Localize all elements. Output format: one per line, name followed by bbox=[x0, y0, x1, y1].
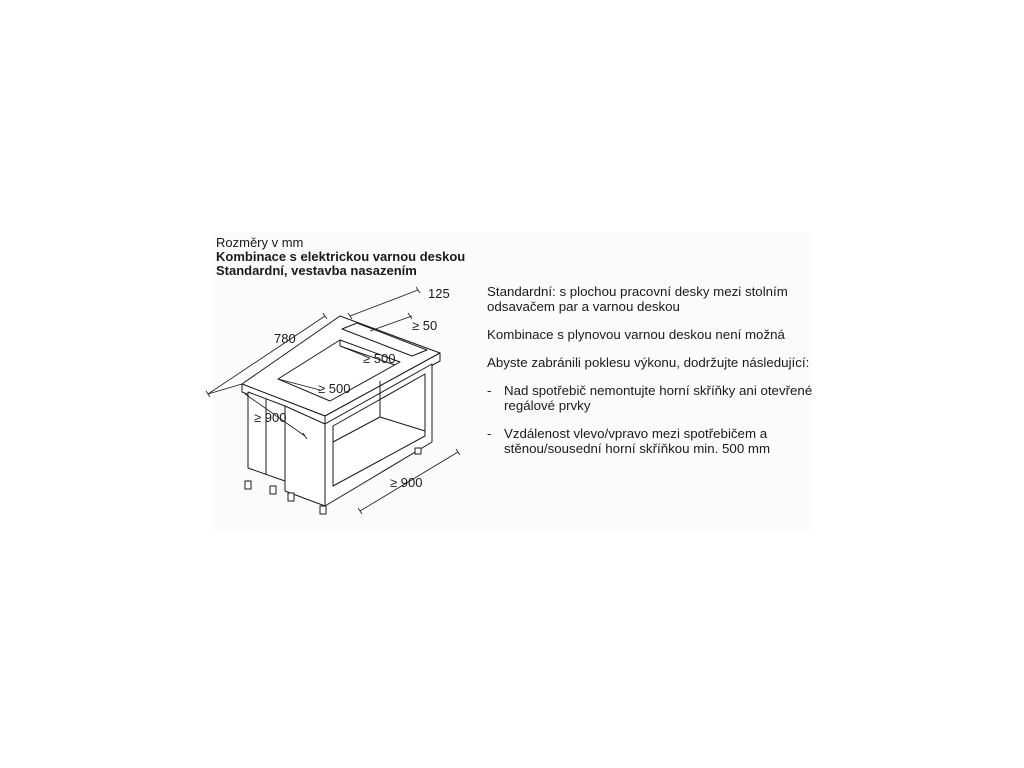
dim-125-line bbox=[350, 290, 418, 316]
installation-notes bbox=[487, 284, 817, 469]
dim-500-bottom-label: ≥ 500 bbox=[318, 381, 351, 396]
bullet-dash: - bbox=[487, 383, 492, 398]
cabinet-frame-front bbox=[285, 406, 325, 506]
installation-diagram bbox=[200, 276, 480, 526]
notes-list bbox=[487, 383, 817, 456]
dim-50-label: ≥ 50 bbox=[412, 318, 438, 333]
dim-125-label: 125 bbox=[428, 286, 450, 301]
dim-900-height-label: ≥ 900 bbox=[254, 410, 287, 425]
page-title: Kombinace s elektrickou varnou deskou bbox=[216, 249, 466, 264]
note-gas-hob: Kombinace s plynovou varnou deskou není možná bbox=[487, 327, 785, 342]
note-performance: Abyste zabránili poklesu výkonu, dodržujte následující: bbox=[487, 355, 810, 370]
page-subtitle: Standardní, vestavba nasazením bbox=[216, 263, 417, 278]
list-item-text: Vzdálenost vlevo/vpravo mezi spotřebičem a stěnou/sousední horní skříňkou min. 500 mm bbox=[504, 426, 771, 456]
list-item bbox=[487, 426, 817, 456]
dim-50-line bbox=[370, 316, 412, 331]
note-standard: Standardní: s plochou pracovní desky mezi stolním odsavačem par a varnou deskou bbox=[487, 284, 788, 314]
units-label: Rozměry v mm bbox=[216, 235, 304, 250]
dim-780-label: 780 bbox=[274, 331, 296, 346]
heading-block bbox=[216, 236, 465, 278]
bullet-dash: - bbox=[487, 426, 492, 441]
dim-500-top-label: ≥ 500 bbox=[363, 351, 396, 366]
list-item-text: Nad spotřebič nemontujte horní skříňky ani otevřené regálové prvky bbox=[504, 383, 813, 413]
list-item bbox=[487, 383, 817, 413]
cabinet-drawing bbox=[200, 276, 480, 526]
dim-900-width-label: ≥ 900 bbox=[390, 475, 423, 490]
